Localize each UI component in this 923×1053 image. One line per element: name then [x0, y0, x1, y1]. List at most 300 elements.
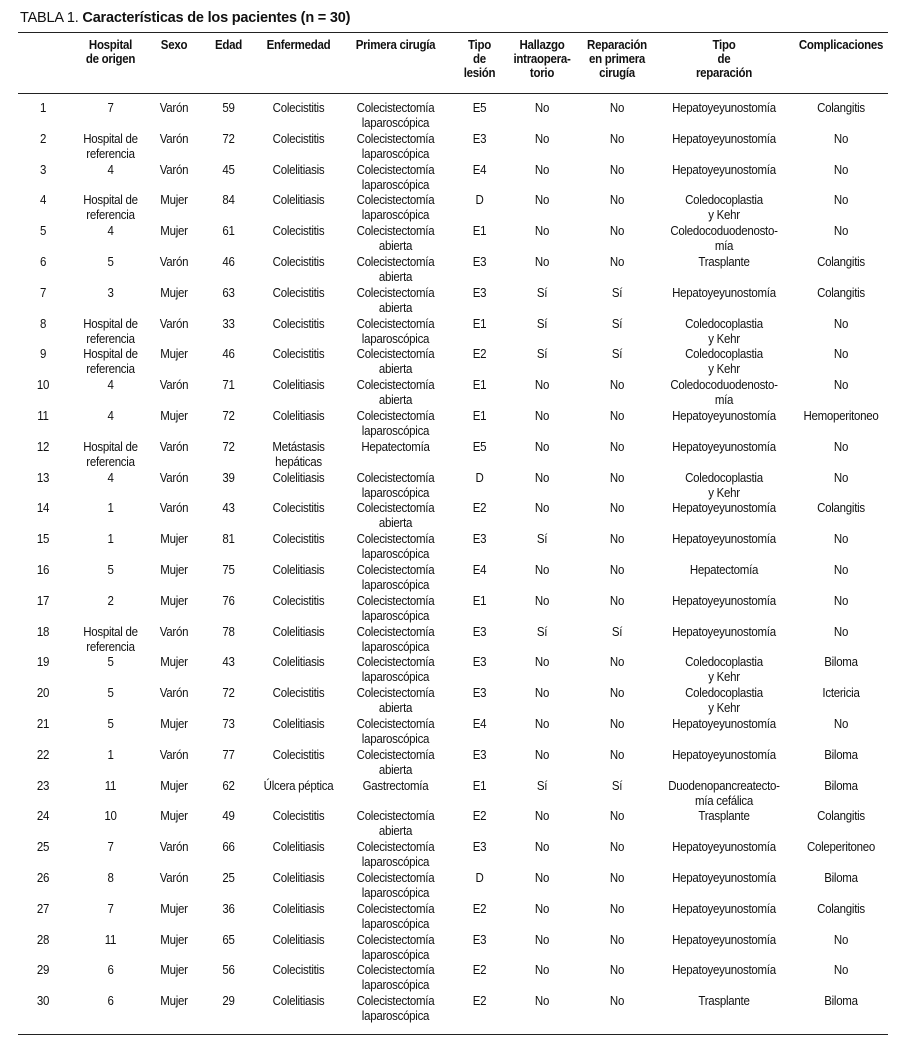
header-hospital: Hospital de origen — [85, 38, 135, 66]
cell-primera-cirugia: Colecistectomía abierta — [356, 285, 434, 315]
cell-reparacion-primera: No — [609, 870, 625, 885]
cell-primera-cirugia: Colecistectomía laparoscópica — [356, 593, 434, 623]
cell-tipo-lesion: E3 — [472, 840, 486, 855]
cell-number: 15 — [36, 532, 50, 547]
cell-sexo: Varón — [159, 870, 189, 885]
cell-tipo-lesion: E1 — [472, 408, 486, 423]
cell-hospital: 11 — [104, 778, 116, 793]
cell-tipo-reparacion: Duodenopancreatecto- mía cefálica — [668, 778, 780, 808]
cell-tipo-reparacion: Hepatoyeyunostomía — [672, 870, 776, 885]
cell-reparacion-primera: No — [609, 408, 625, 423]
cell-primera-cirugia: Colecistectomía laparoscópica — [356, 101, 434, 130]
cell-hallazgo: No — [534, 378, 550, 393]
cell-tipo-lesion: E1 — [472, 593, 486, 608]
cell-sexo: Varón — [159, 470, 189, 485]
cell-hospital: 1 — [106, 501, 114, 516]
table-row — [18, 468, 888, 499]
cell-hospital: 6 — [106, 963, 114, 978]
cell-tipo-lesion: E4 — [472, 562, 486, 577]
cell-edad: 59 — [221, 101, 235, 115]
cell-tipo-lesion: E3 — [472, 932, 486, 947]
cell-edad: 43 — [221, 655, 235, 670]
cell-sexo: Varón — [159, 624, 189, 639]
table-row — [18, 960, 888, 991]
cell-tipo-lesion: E2 — [472, 347, 486, 362]
cell-sexo: Varón — [159, 316, 189, 331]
cell-edad: 39 — [221, 470, 235, 485]
cell-tipo-reparacion: Hepatoyeyunostomía — [672, 593, 776, 608]
cell-tipo-reparacion: Trasplante — [698, 809, 750, 824]
cell-hallazgo: No — [534, 193, 550, 208]
cell-reparacion-primera: Sí — [611, 624, 623, 639]
table-top-rule — [18, 32, 888, 33]
cell-number: 10 — [36, 378, 50, 393]
cell-tipo-reparacion: Coledocoduodenosto- mía — [670, 224, 778, 254]
cell-tipo-reparacion: Coledocoplastia y Kehr — [685, 686, 763, 716]
cell-sexo: Varón — [159, 501, 189, 516]
cell-hospital: 5 — [106, 655, 114, 670]
cell-enfermedad: Colecistitis — [272, 224, 324, 239]
cell-number: 14 — [36, 501, 50, 516]
cell-reparacion-primera: No — [609, 193, 625, 208]
cell-edad: 77 — [221, 747, 235, 762]
cell-number: 29 — [36, 963, 50, 978]
cell-number: 28 — [36, 932, 50, 947]
cell-complicaciones: No — [833, 162, 849, 177]
cell-reparacion-primera: No — [609, 686, 625, 701]
header-tipo-reparacion: Tipo de reparación — [695, 38, 753, 80]
cell-sexo: Varón — [159, 131, 189, 146]
cell-complicaciones: Biloma — [824, 778, 858, 793]
cell-enfermedad: Colelitiasis — [272, 655, 324, 670]
cell-hospital: 4 — [106, 162, 114, 177]
cell-number: 21 — [36, 716, 50, 731]
cell-sexo: Mujer — [160, 408, 188, 423]
cell-edad: 65 — [221, 932, 235, 947]
cell-enfermedad: Colecistitis — [272, 501, 324, 516]
cell-complicaciones: No — [833, 439, 849, 454]
cell-reparacion-primera: Sí — [611, 347, 623, 362]
table-row — [18, 190, 888, 221]
cell-edad: 61 — [221, 224, 235, 239]
header-reparacion-primera: Reparación en primera cirugía — [587, 38, 647, 80]
cell-enfermedad: Colelitiasis — [272, 716, 324, 731]
cell-hallazgo: No — [534, 593, 550, 608]
cell-primera-cirugia: Colecistectomía laparoscópica — [356, 131, 434, 161]
cell-reparacion-primera: No — [609, 224, 625, 239]
cell-complicaciones: Colangitis — [817, 101, 865, 115]
cell-enfermedad: Úlcera péptica — [263, 778, 333, 793]
cell-hallazgo: No — [534, 747, 550, 762]
cell-number: 2 — [39, 131, 47, 146]
cell-enfermedad: Colecistitis — [272, 532, 324, 547]
cell-number: 30 — [36, 994, 50, 1009]
cell-enfermedad: Colecistitis — [272, 316, 324, 331]
cell-tipo-reparacion: Hepatoyeyunostomía — [672, 439, 776, 454]
cell-number: 1 — [39, 101, 47, 115]
cell-primera-cirugia: Colecistectomía laparoscópica — [356, 193, 434, 223]
cell-hospital: 8 — [106, 870, 114, 885]
cell-tipo-reparacion: Hepatoyeyunostomía — [672, 624, 776, 639]
cell-hospital: 11 — [104, 932, 116, 947]
cell-primera-cirugia: Colecistectomía abierta — [356, 809, 434, 839]
cell-complicaciones: Biloma — [824, 655, 858, 670]
cell-enfermedad: Colecistitis — [272, 686, 324, 701]
cell-hallazgo: No — [534, 963, 550, 978]
cell-sexo: Mujer — [160, 778, 188, 793]
cell-sexo: Mujer — [160, 347, 188, 362]
cell-complicaciones: No — [833, 562, 849, 577]
table-bottom-rule — [18, 1034, 888, 1035]
cell-reparacion-primera: Sí — [611, 316, 623, 331]
cell-primera-cirugia: Colecistectomía abierta — [356, 686, 434, 716]
cell-enfermedad: Colecistitis — [272, 747, 324, 762]
table-row — [18, 129, 888, 160]
cell-hallazgo: No — [534, 254, 550, 269]
cell-number: 5 — [39, 224, 47, 239]
cell-tipo-reparacion: Coledocoduodenosto- mía — [670, 378, 778, 408]
cell-hospital: 4 — [106, 224, 114, 239]
cell-number: 18 — [36, 624, 50, 639]
header-edad: Edad — [214, 38, 242, 52]
table-row — [18, 375, 888, 406]
cell-tipo-lesion: E2 — [472, 994, 486, 1009]
cell-reparacion-primera: No — [609, 963, 625, 978]
cell-reparacion-primera: No — [609, 254, 625, 269]
cell-hospital: 6 — [106, 994, 114, 1009]
cell-enfermedad: Colelitiasis — [272, 624, 324, 639]
cell-primera-cirugia: Colecistectomía laparoscópica — [356, 562, 434, 592]
cell-sexo: Varón — [159, 162, 189, 177]
cell-enfermedad: Colecistitis — [272, 809, 324, 824]
cell-number: 22 — [36, 747, 50, 762]
cell-edad: 62 — [221, 778, 235, 793]
table-row — [18, 344, 888, 375]
cell-number: 24 — [36, 809, 50, 824]
cell-enfermedad: Colelitiasis — [272, 901, 324, 916]
cell-hallazgo: Sí — [536, 624, 548, 639]
cell-number: 13 — [36, 470, 50, 485]
cell-tipo-lesion: E5 — [472, 101, 486, 115]
cell-number: 7 — [39, 285, 47, 300]
cell-sexo: Mujer — [160, 285, 188, 300]
cell-hospital: 4 — [106, 470, 114, 485]
cell-hallazgo: Sí — [536, 347, 548, 362]
cell-edad: 33 — [221, 316, 235, 331]
cell-edad: 46 — [221, 254, 235, 269]
cell-primera-cirugia: Colecistectomía abierta — [356, 224, 434, 254]
cell-number: 6 — [39, 254, 47, 269]
cell-tipo-lesion: E2 — [472, 809, 486, 824]
table-body — [18, 98, 888, 1022]
cell-sexo: Mujer — [160, 901, 188, 916]
cell-edad: 72 — [221, 686, 235, 701]
cell-tipo-reparacion: Coledocoplastia y Kehr — [685, 193, 763, 223]
cell-hallazgo: No — [534, 686, 550, 701]
cell-primera-cirugia: Colecistectomía laparoscópica — [356, 994, 434, 1024]
cell-tipo-lesion: D — [474, 470, 484, 485]
cell-tipo-lesion: E1 — [472, 778, 486, 793]
cell-edad: 81 — [221, 532, 235, 547]
cell-edad: 46 — [221, 347, 235, 362]
cell-hallazgo: Sí — [536, 285, 548, 300]
table-row — [18, 776, 888, 807]
cell-hospital: 10 — [103, 809, 117, 824]
cell-hallazgo: Sí — [536, 532, 548, 547]
cell-hallazgo: No — [534, 932, 550, 947]
table-row — [18, 314, 888, 345]
cell-reparacion-primera: No — [609, 439, 625, 454]
cell-edad: 71 — [221, 378, 235, 393]
cell-edad: 66 — [221, 840, 235, 855]
cell-primera-cirugia: Colecistectomía laparoscópica — [356, 624, 434, 654]
cell-hallazgo: No — [534, 562, 550, 577]
cell-complicaciones: No — [833, 624, 849, 639]
cell-sexo: Varón — [159, 378, 189, 393]
cell-tipo-reparacion: Coledocoplastia y Kehr — [685, 655, 763, 685]
cell-tipo-reparacion: Hepatoyeyunostomía — [672, 532, 776, 547]
table-row — [18, 806, 888, 837]
cell-number: 11 — [37, 408, 49, 423]
cell-hospital: Hospital de referencia — [82, 624, 138, 654]
cell-hallazgo: No — [534, 901, 550, 916]
table-row — [18, 529, 888, 560]
cell-hospital: 4 — [106, 408, 114, 423]
cell-hospital: Hospital de referencia — [82, 316, 138, 346]
cell-tipo-reparacion: Coledocoplastia y Kehr — [685, 316, 763, 346]
cell-tipo-lesion: E2 — [472, 901, 486, 916]
cell-tipo-lesion: E5 — [472, 439, 486, 454]
cell-number: 27 — [36, 901, 50, 916]
cell-hallazgo: No — [534, 655, 550, 670]
cell-hospital: Hospital de referencia — [82, 347, 138, 377]
cell-complicaciones: No — [833, 224, 849, 239]
cell-hospital: 2 — [106, 593, 114, 608]
cell-hallazgo: No — [534, 870, 550, 885]
cell-enfermedad: Colecistitis — [272, 285, 324, 300]
cell-complicaciones: Colangitis — [817, 285, 865, 300]
cell-sexo: Varón — [159, 254, 189, 269]
header-primera-cirugia: Primera cirugía — [355, 38, 435, 52]
cell-complicaciones: No — [833, 716, 849, 731]
cell-edad: 72 — [221, 439, 235, 454]
cell-reparacion-primera: Sí — [611, 778, 623, 793]
cell-hospital: Hospital de referencia — [82, 193, 138, 223]
cell-sexo: Mujer — [160, 655, 188, 670]
cell-reparacion-primera: No — [609, 532, 625, 547]
cell-tipo-lesion: E3 — [472, 532, 486, 547]
cell-reparacion-primera: No — [609, 593, 625, 608]
cell-hallazgo: No — [534, 408, 550, 423]
cell-reparacion-primera: No — [609, 501, 625, 516]
cell-sexo: Mujer — [160, 809, 188, 824]
cell-primera-cirugia: Colecistectomía abierta — [356, 347, 434, 377]
table-row — [18, 221, 888, 252]
cell-enfermedad: Colelitiasis — [272, 470, 324, 485]
cell-hallazgo: Sí — [536, 778, 548, 793]
cell-complicaciones: Colangitis — [817, 501, 865, 516]
cell-hallazgo: No — [534, 994, 550, 1009]
cell-complicaciones: No — [833, 193, 849, 208]
cell-reparacion-primera: No — [609, 932, 625, 947]
cell-enfermedad: Colecistitis — [272, 101, 324, 115]
table-row — [18, 283, 888, 314]
cell-enfermedad: Colelitiasis — [272, 408, 324, 423]
cell-complicaciones: No — [833, 131, 849, 146]
cell-tipo-lesion: E2 — [472, 963, 486, 978]
cell-enfermedad: Colelitiasis — [272, 378, 324, 393]
cell-reparacion-primera: No — [609, 470, 625, 485]
cell-edad: 29 — [221, 994, 235, 1009]
cell-complicaciones: Biloma — [824, 747, 858, 762]
cell-hospital: 5 — [106, 254, 114, 269]
cell-sexo: Mujer — [160, 532, 188, 547]
cell-sexo: Mujer — [160, 224, 188, 239]
cell-enfermedad: Colecistitis — [272, 254, 324, 269]
cell-complicaciones: Biloma — [824, 994, 858, 1009]
cell-hospital: 5 — [106, 686, 114, 701]
cell-tipo-reparacion: Hepatoyeyunostomía — [672, 408, 776, 423]
cell-enfermedad: Colelitiasis — [272, 932, 324, 947]
cell-complicaciones: No — [833, 347, 849, 362]
table-row — [18, 560, 888, 591]
cell-complicaciones: Hemoperitoneo — [803, 408, 879, 423]
header-hallazgo: Hallazgo intraopera- torio — [513, 38, 571, 80]
header-complicaciones: Complicaciones — [798, 38, 884, 52]
cell-edad: 25 — [221, 870, 235, 885]
cell-complicaciones: No — [833, 316, 849, 331]
cell-edad: 63 — [221, 285, 235, 300]
cell-primera-cirugia: Colecistectomía laparoscópica — [356, 162, 434, 192]
cell-tipo-lesion: E1 — [472, 378, 486, 393]
cell-primera-cirugia: Colecistectomía laparoscópica — [356, 532, 434, 562]
cell-primera-cirugia: Colecistectomía laparoscópica — [356, 963, 434, 993]
cell-primera-cirugia: Hepatectomía — [360, 439, 430, 454]
cell-edad: 75 — [221, 562, 235, 577]
cell-primera-cirugia: Colecistectomía abierta — [356, 501, 434, 531]
table-row — [18, 622, 888, 653]
cell-hospital: Hospital de referencia — [82, 131, 138, 161]
table-row — [18, 160, 888, 191]
cell-reparacion-primera: No — [609, 101, 625, 115]
cell-tipo-reparacion: Hepatoyeyunostomía — [672, 501, 776, 516]
cell-complicaciones: No — [833, 532, 849, 547]
cell-hospital: 5 — [106, 562, 114, 577]
cell-complicaciones: Colangitis — [817, 809, 865, 824]
cell-complicaciones: Coleperitoneo — [806, 840, 876, 855]
cell-primera-cirugia: Colecistectomía laparoscópica — [356, 655, 434, 685]
cell-sexo: Mujer — [160, 994, 188, 1009]
cell-tipo-reparacion: Hepatoyeyunostomía — [672, 840, 776, 855]
cell-primera-cirugia: Colecistectomía abierta — [356, 747, 434, 777]
cell-enfermedad: Colelitiasis — [272, 562, 324, 577]
cell-reparacion-primera: No — [609, 162, 625, 177]
cell-hallazgo: No — [534, 224, 550, 239]
cell-hospital: Hospital de referencia — [82, 439, 138, 469]
cell-tipo-lesion: E3 — [472, 624, 486, 639]
cell-hallazgo: No — [534, 501, 550, 516]
table-row — [18, 868, 888, 899]
header-tipo-lesion: Tipo de lesión — [463, 38, 495, 80]
cell-reparacion-primera: No — [609, 747, 625, 762]
header-enfermedad: Enfermedad — [266, 38, 330, 52]
table-row — [18, 991, 888, 1022]
cell-tipo-reparacion: Hepatoyeyunostomía — [672, 101, 776, 115]
cell-number: 26 — [36, 870, 50, 885]
cell-complicaciones: Ictericia — [822, 686, 860, 701]
cell-complicaciones: Colangitis — [817, 254, 865, 269]
cell-number: 20 — [36, 686, 50, 701]
cell-sexo: Mujer — [160, 593, 188, 608]
cell-sexo: Varón — [159, 747, 189, 762]
cell-tipo-lesion: E3 — [472, 131, 486, 146]
cell-enfermedad: Colelitiasis — [272, 193, 324, 208]
cell-enfermedad: Colecistitis — [272, 347, 324, 362]
header-sexo: Sexo — [160, 38, 188, 52]
cell-number: 17 — [36, 593, 50, 608]
cell-hospital: 7 — [106, 101, 114, 115]
table-row — [18, 899, 888, 930]
table-caption — [20, 10, 350, 26]
cell-complicaciones: Colangitis — [817, 901, 865, 916]
cell-edad: 76 — [221, 593, 235, 608]
cell-reparacion-primera: No — [609, 655, 625, 670]
table-row — [18, 498, 888, 529]
cell-edad: 73 — [221, 716, 235, 731]
cell-hospital: 1 — [106, 747, 114, 762]
cell-tipo-reparacion: Hepatoyeyunostomía — [672, 932, 776, 947]
cell-hospital: 5 — [106, 716, 114, 731]
cell-primera-cirugia: Colecistectomía abierta — [356, 378, 434, 408]
cell-complicaciones: No — [833, 470, 849, 485]
cell-hospital: 7 — [106, 901, 114, 916]
cell-tipo-lesion: D — [474, 870, 484, 885]
cell-reparacion-primera: No — [609, 562, 625, 577]
cell-edad: 43 — [221, 501, 235, 516]
table-row — [18, 98, 888, 129]
cell-primera-cirugia: Colecistectomía laparoscópica — [356, 840, 434, 870]
cell-enfermedad: Colecistitis — [272, 593, 324, 608]
cell-tipo-lesion: E3 — [472, 655, 486, 670]
cell-number: 12 — [36, 439, 50, 454]
cell-primera-cirugia: Colecistectomía laparoscópica — [356, 470, 434, 500]
cell-reparacion-primera: No — [609, 131, 625, 146]
table-row — [18, 252, 888, 283]
cell-primera-cirugia: Gastrectomía — [362, 778, 428, 793]
table-row — [18, 714, 888, 745]
cell-number: 23 — [36, 778, 50, 793]
cell-tipo-lesion: E2 — [472, 501, 486, 516]
table-row — [18, 437, 888, 468]
table-row — [18, 591, 888, 622]
cell-edad: 78 — [221, 624, 235, 639]
cell-hallazgo: Sí — [536, 316, 548, 331]
cell-tipo-reparacion: Hepatoyeyunostomía — [672, 131, 776, 146]
caption-title: Características de los pacientes (n = 30) — [82, 10, 351, 26]
cell-edad: 84 — [221, 193, 235, 208]
cell-tipo-reparacion: Hepatoyeyunostomía — [672, 285, 776, 300]
cell-complicaciones: No — [833, 378, 849, 393]
cell-tipo-lesion: E1 — [472, 224, 486, 239]
cell-hallazgo: No — [534, 716, 550, 731]
cell-number: 19 — [36, 655, 50, 670]
cell-complicaciones: No — [833, 963, 849, 978]
cell-enfermedad: Colecistitis — [272, 963, 324, 978]
cell-tipo-lesion: E4 — [472, 162, 486, 177]
table-row — [18, 930, 888, 961]
cell-complicaciones: No — [833, 932, 849, 947]
cell-hospital: 4 — [106, 378, 114, 393]
